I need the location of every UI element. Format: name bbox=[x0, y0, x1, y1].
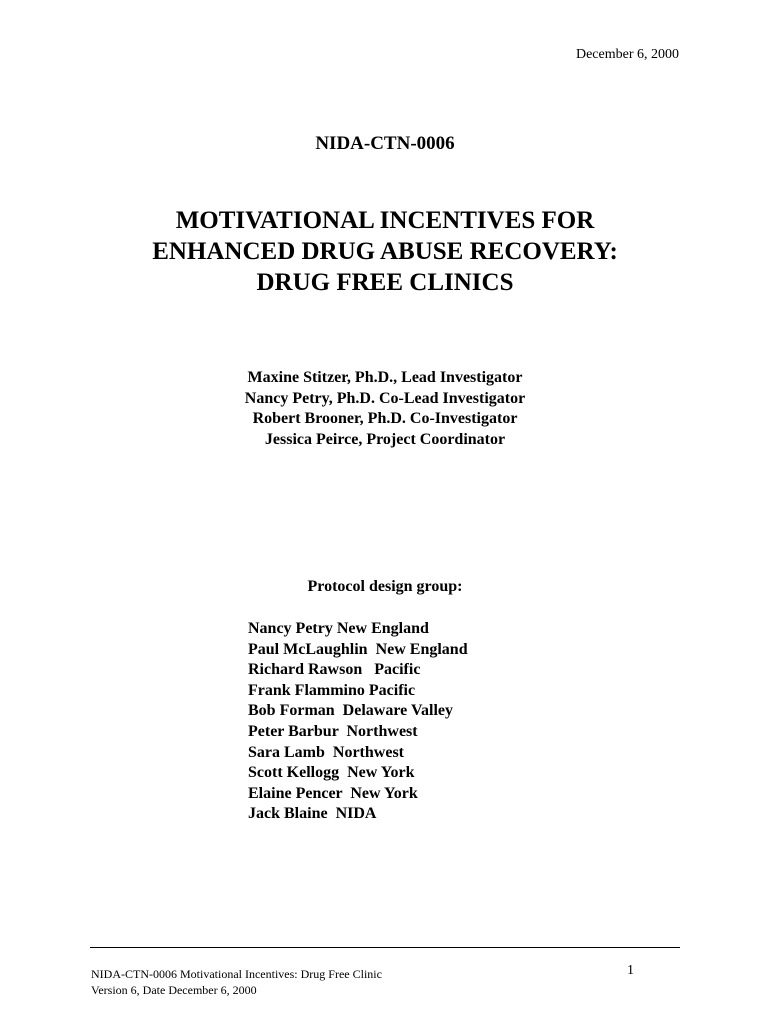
footer-divider bbox=[90, 947, 680, 948]
page-number: 1 bbox=[627, 963, 634, 978]
design-group-heading: Protocol design group: bbox=[307, 578, 463, 595]
member-line: Paul McLaughlin New England bbox=[248, 640, 468, 658]
member-line: Richard Rawson Pacific bbox=[248, 661, 421, 679]
member-line: Nancy Petry New England bbox=[248, 620, 429, 637]
investigator-line: Nancy Petry, Ph.D. Co-Lead Investigator bbox=[244, 389, 526, 407]
design-group-members bbox=[248, 619, 468, 825]
document-date: December 6, 2000 bbox=[575, 47, 679, 62]
member-line: Sara Lamb Northwest bbox=[248, 743, 404, 761]
member-line: Jack Blaine NIDA bbox=[248, 805, 377, 823]
member-line: Bob Forman Delaware Valley bbox=[248, 702, 454, 720]
title-line: ENHANCED DRUG ABUSE RECOVERY: bbox=[152, 238, 618, 265]
member-line: Peter Barbur Northwest bbox=[248, 722, 418, 740]
investigator-list bbox=[0, 368, 770, 450]
footer-text bbox=[91, 966, 382, 998]
investigator-line: Jessica Peirce, Project Coordinator bbox=[264, 430, 506, 448]
document-title bbox=[0, 205, 770, 298]
title-line: MOTIVATIONAL INCENTIVES FOR bbox=[175, 207, 595, 234]
footer-line: Version 6, Date December 6, 2000 bbox=[91, 983, 257, 997]
member-line: Frank Flammino Pacific bbox=[248, 681, 416, 699]
investigator-line: Maxine Stitzer, Ph.D., Lead Investigator bbox=[247, 369, 523, 386]
footer-line: NIDA-CTN-0006 Motivational Incentives: Drug Free Clinic bbox=[91, 967, 382, 981]
member-line: Scott Kellogg New York bbox=[248, 764, 415, 782]
protocol-id: NIDA-CTN-0006 bbox=[315, 133, 455, 154]
member-line: Elaine Pencer New York bbox=[248, 784, 418, 802]
investigator-line: Robert Brooner, Ph.D. Co-Investigator bbox=[252, 410, 518, 427]
title-line: DRUG FREE CLINICS bbox=[256, 269, 514, 296]
